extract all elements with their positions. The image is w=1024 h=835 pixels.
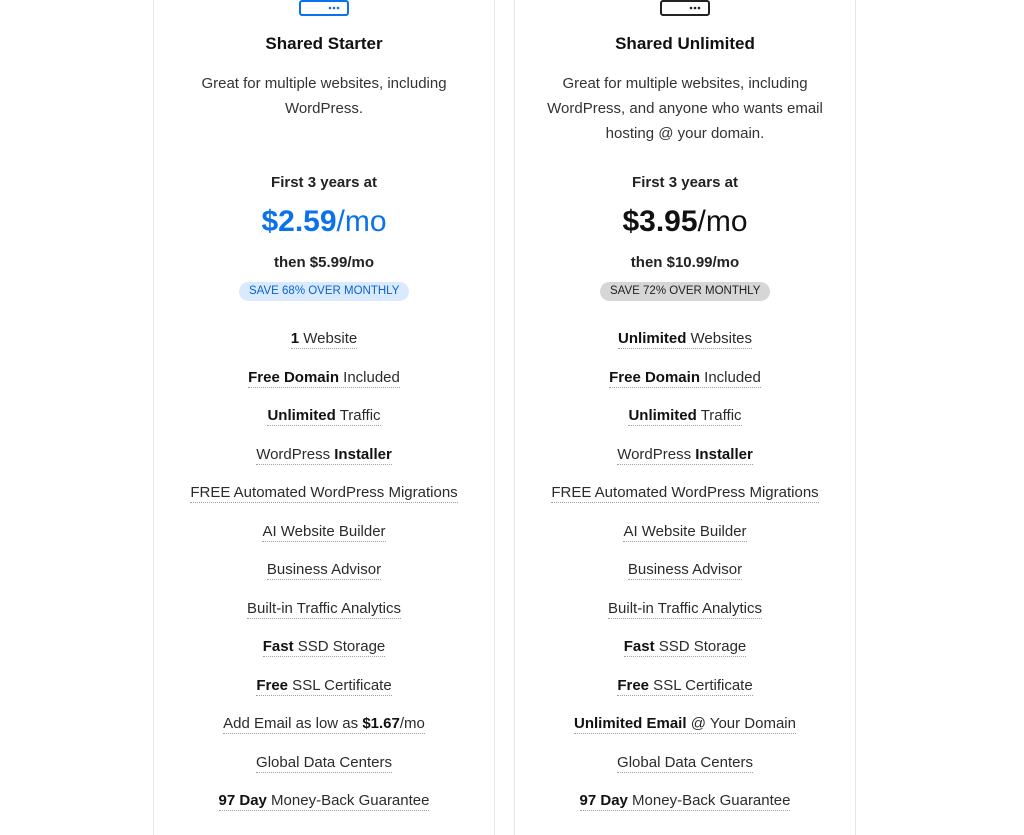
- feature-label: SSL Certificate: [288, 676, 392, 694]
- feature-label: Websites: [686, 330, 752, 347]
- feature-highlight: Unlimited: [267, 407, 336, 424]
- feature-list: [154, 327, 494, 828]
- feature-item[interactable]: [154, 327, 494, 366]
- feature-item[interactable]: [154, 597, 494, 636]
- feature-highlight: 97 Day: [579, 792, 628, 809]
- feature-text[interactable]: [256, 677, 391, 696]
- feature-highlight: Free: [256, 676, 289, 694]
- feature-label: Built-in Traffic Analytics: [608, 599, 762, 617]
- feature-item[interactable]: [515, 366, 855, 405]
- feature-item[interactable]: [154, 520, 494, 559]
- savings-badge: SAVE 72% OVER MONTHLY: [600, 282, 770, 301]
- feature-item[interactable]: [154, 751, 494, 790]
- server-icon: [299, 0, 349, 16]
- feature-item[interactable]: [154, 481, 494, 520]
- feature-label: SSD Storage: [654, 638, 747, 655]
- feature-item[interactable]: [154, 712, 494, 751]
- plan-description: Great for multiple websites, including WordPress.: [201, 75, 447, 117]
- feature-item[interactable]: [515, 789, 855, 828]
- feature-item[interactable]: [154, 674, 494, 713]
- feature-text[interactable]: [256, 754, 392, 773]
- feature-label: Included: [338, 368, 400, 386]
- feature-text[interactable]: [551, 484, 818, 503]
- feature-text[interactable]: [248, 369, 400, 388]
- feature-text[interactable]: [219, 792, 430, 811]
- feature-label: Add Email as low as: [223, 715, 363, 732]
- feature-item[interactable]: [515, 751, 855, 790]
- feature-label: Website: [299, 330, 358, 347]
- feature-text[interactable]: [291, 330, 357, 349]
- feature-label: Business Advisor: [627, 561, 743, 578]
- feature-highlight: $1.67: [362, 715, 400, 732]
- feature-label: SSL Certificate: [649, 676, 753, 694]
- feature-item[interactable]: [154, 404, 494, 443]
- feature-text[interactable]: [617, 446, 753, 465]
- feature-item[interactable]: [515, 481, 855, 520]
- feature-label: Built-in Traffic Analytics: [247, 599, 401, 617]
- feature-highlight: Free Domain: [609, 368, 700, 386]
- feature-label: /mo: [399, 715, 425, 732]
- feature-item[interactable]: [515, 443, 855, 482]
- feature-highlight: 1: [290, 330, 300, 347]
- feature-highlight: 97 Day: [218, 792, 267, 809]
- feature-text[interactable]: [574, 715, 796, 734]
- price-unit: /mo: [697, 205, 748, 238]
- feature-text[interactable]: [267, 561, 381, 580]
- feature-label: WordPress: [617, 445, 696, 463]
- plan-description: Great for multiple websites, including WordPress, and anyone who wants email hosting @ your domain.: [547, 75, 823, 142]
- feature-text[interactable]: [190, 484, 457, 503]
- feature-label: Money-Back Guarantee: [627, 792, 791, 809]
- feature-label: AI Website Builder: [623, 522, 747, 540]
- feature-item[interactable]: [154, 635, 494, 674]
- server-icon: [660, 0, 710, 16]
- feature-item[interactable]: [154, 443, 494, 482]
- feature-item[interactable]: [154, 789, 494, 828]
- price-amount: $2.59: [261, 205, 337, 238]
- feature-item[interactable]: [515, 712, 855, 751]
- feature-label: Global Data Centers: [617, 753, 753, 771]
- plan-price: [154, 200, 494, 244]
- feature-label: Traffic: [696, 407, 742, 424]
- feature-text[interactable]: [262, 523, 385, 542]
- feature-text[interactable]: [256, 446, 392, 465]
- feature-text[interactable]: [247, 600, 401, 619]
- feature-text[interactable]: [608, 600, 762, 619]
- feature-item[interactable]: [154, 366, 494, 405]
- savings-badge: SAVE 68% OVER MONTHLY: [239, 282, 409, 301]
- feature-item[interactable]: [515, 635, 855, 674]
- feature-label: @ Your Domain: [686, 715, 796, 732]
- intro-text: First 3 years at: [271, 174, 377, 191]
- price-amount: $3.95: [622, 205, 698, 238]
- feature-text[interactable]: [618, 330, 752, 349]
- feature-highlight: Fast: [623, 638, 655, 655]
- feature-item[interactable]: [515, 404, 855, 443]
- feature-highlight: Unlimited Email: [574, 715, 687, 732]
- feature-highlight: Unlimited: [628, 407, 697, 424]
- feature-text[interactable]: [263, 638, 386, 657]
- feature-highlight: Free: [617, 676, 650, 694]
- feature-highlight: Installer: [695, 445, 753, 463]
- renewal-price: then $10.99/mo: [630, 254, 740, 271]
- feature-highlight: Fast: [262, 638, 294, 655]
- feature-text[interactable]: [223, 715, 425, 734]
- plan-name: Shared Starter: [265, 34, 383, 53]
- feature-label: WordPress: [256, 445, 335, 463]
- feature-label: Business Advisor: [266, 561, 382, 578]
- feature-text[interactable]: [628, 561, 742, 580]
- feature-text[interactable]: [617, 677, 752, 696]
- feature-label: Money-Back Guarantee: [266, 792, 430, 809]
- feature-text[interactable]: [628, 407, 741, 426]
- feature-text[interactable]: [609, 369, 761, 388]
- feature-item[interactable]: [515, 597, 855, 636]
- feature-item[interactable]: [515, 674, 855, 713]
- feature-label: Global Data Centers: [256, 753, 392, 771]
- feature-text[interactable]: [580, 792, 791, 811]
- feature-item[interactable]: [515, 327, 855, 366]
- feature-label: Traffic: [335, 407, 381, 424]
- feature-text[interactable]: [623, 523, 746, 542]
- plan-card-shared-unlimited: [514, 0, 856, 835]
- intro-text: First 3 years at: [632, 174, 738, 191]
- feature-label: FREE Automated WordPress Migrations: [190, 484, 458, 501]
- price-unit: /mo: [336, 205, 387, 238]
- renewal-price: then $5.99/mo: [273, 254, 375, 271]
- feature-item[interactable]: [154, 558, 494, 597]
- feature-label: FREE Automated WordPress Migrations: [551, 484, 819, 501]
- feature-highlight: Installer: [334, 445, 392, 463]
- feature-highlight: Free Domain: [248, 368, 339, 386]
- feature-item[interactable]: [515, 520, 855, 559]
- plan-price: [515, 200, 855, 244]
- feature-label: Included: [699, 368, 761, 386]
- feature-text[interactable]: [267, 407, 380, 426]
- feature-list: [515, 327, 855, 828]
- feature-highlight: Unlimited: [618, 330, 687, 347]
- plan-card-shared-starter: [153, 0, 495, 835]
- feature-label: SSD Storage: [293, 638, 386, 655]
- feature-label: AI Website Builder: [262, 522, 386, 540]
- plan-name: Shared Unlimited: [615, 34, 755, 53]
- feature-text[interactable]: [624, 638, 747, 657]
- feature-text[interactable]: [617, 754, 753, 773]
- feature-item[interactable]: [515, 558, 855, 597]
